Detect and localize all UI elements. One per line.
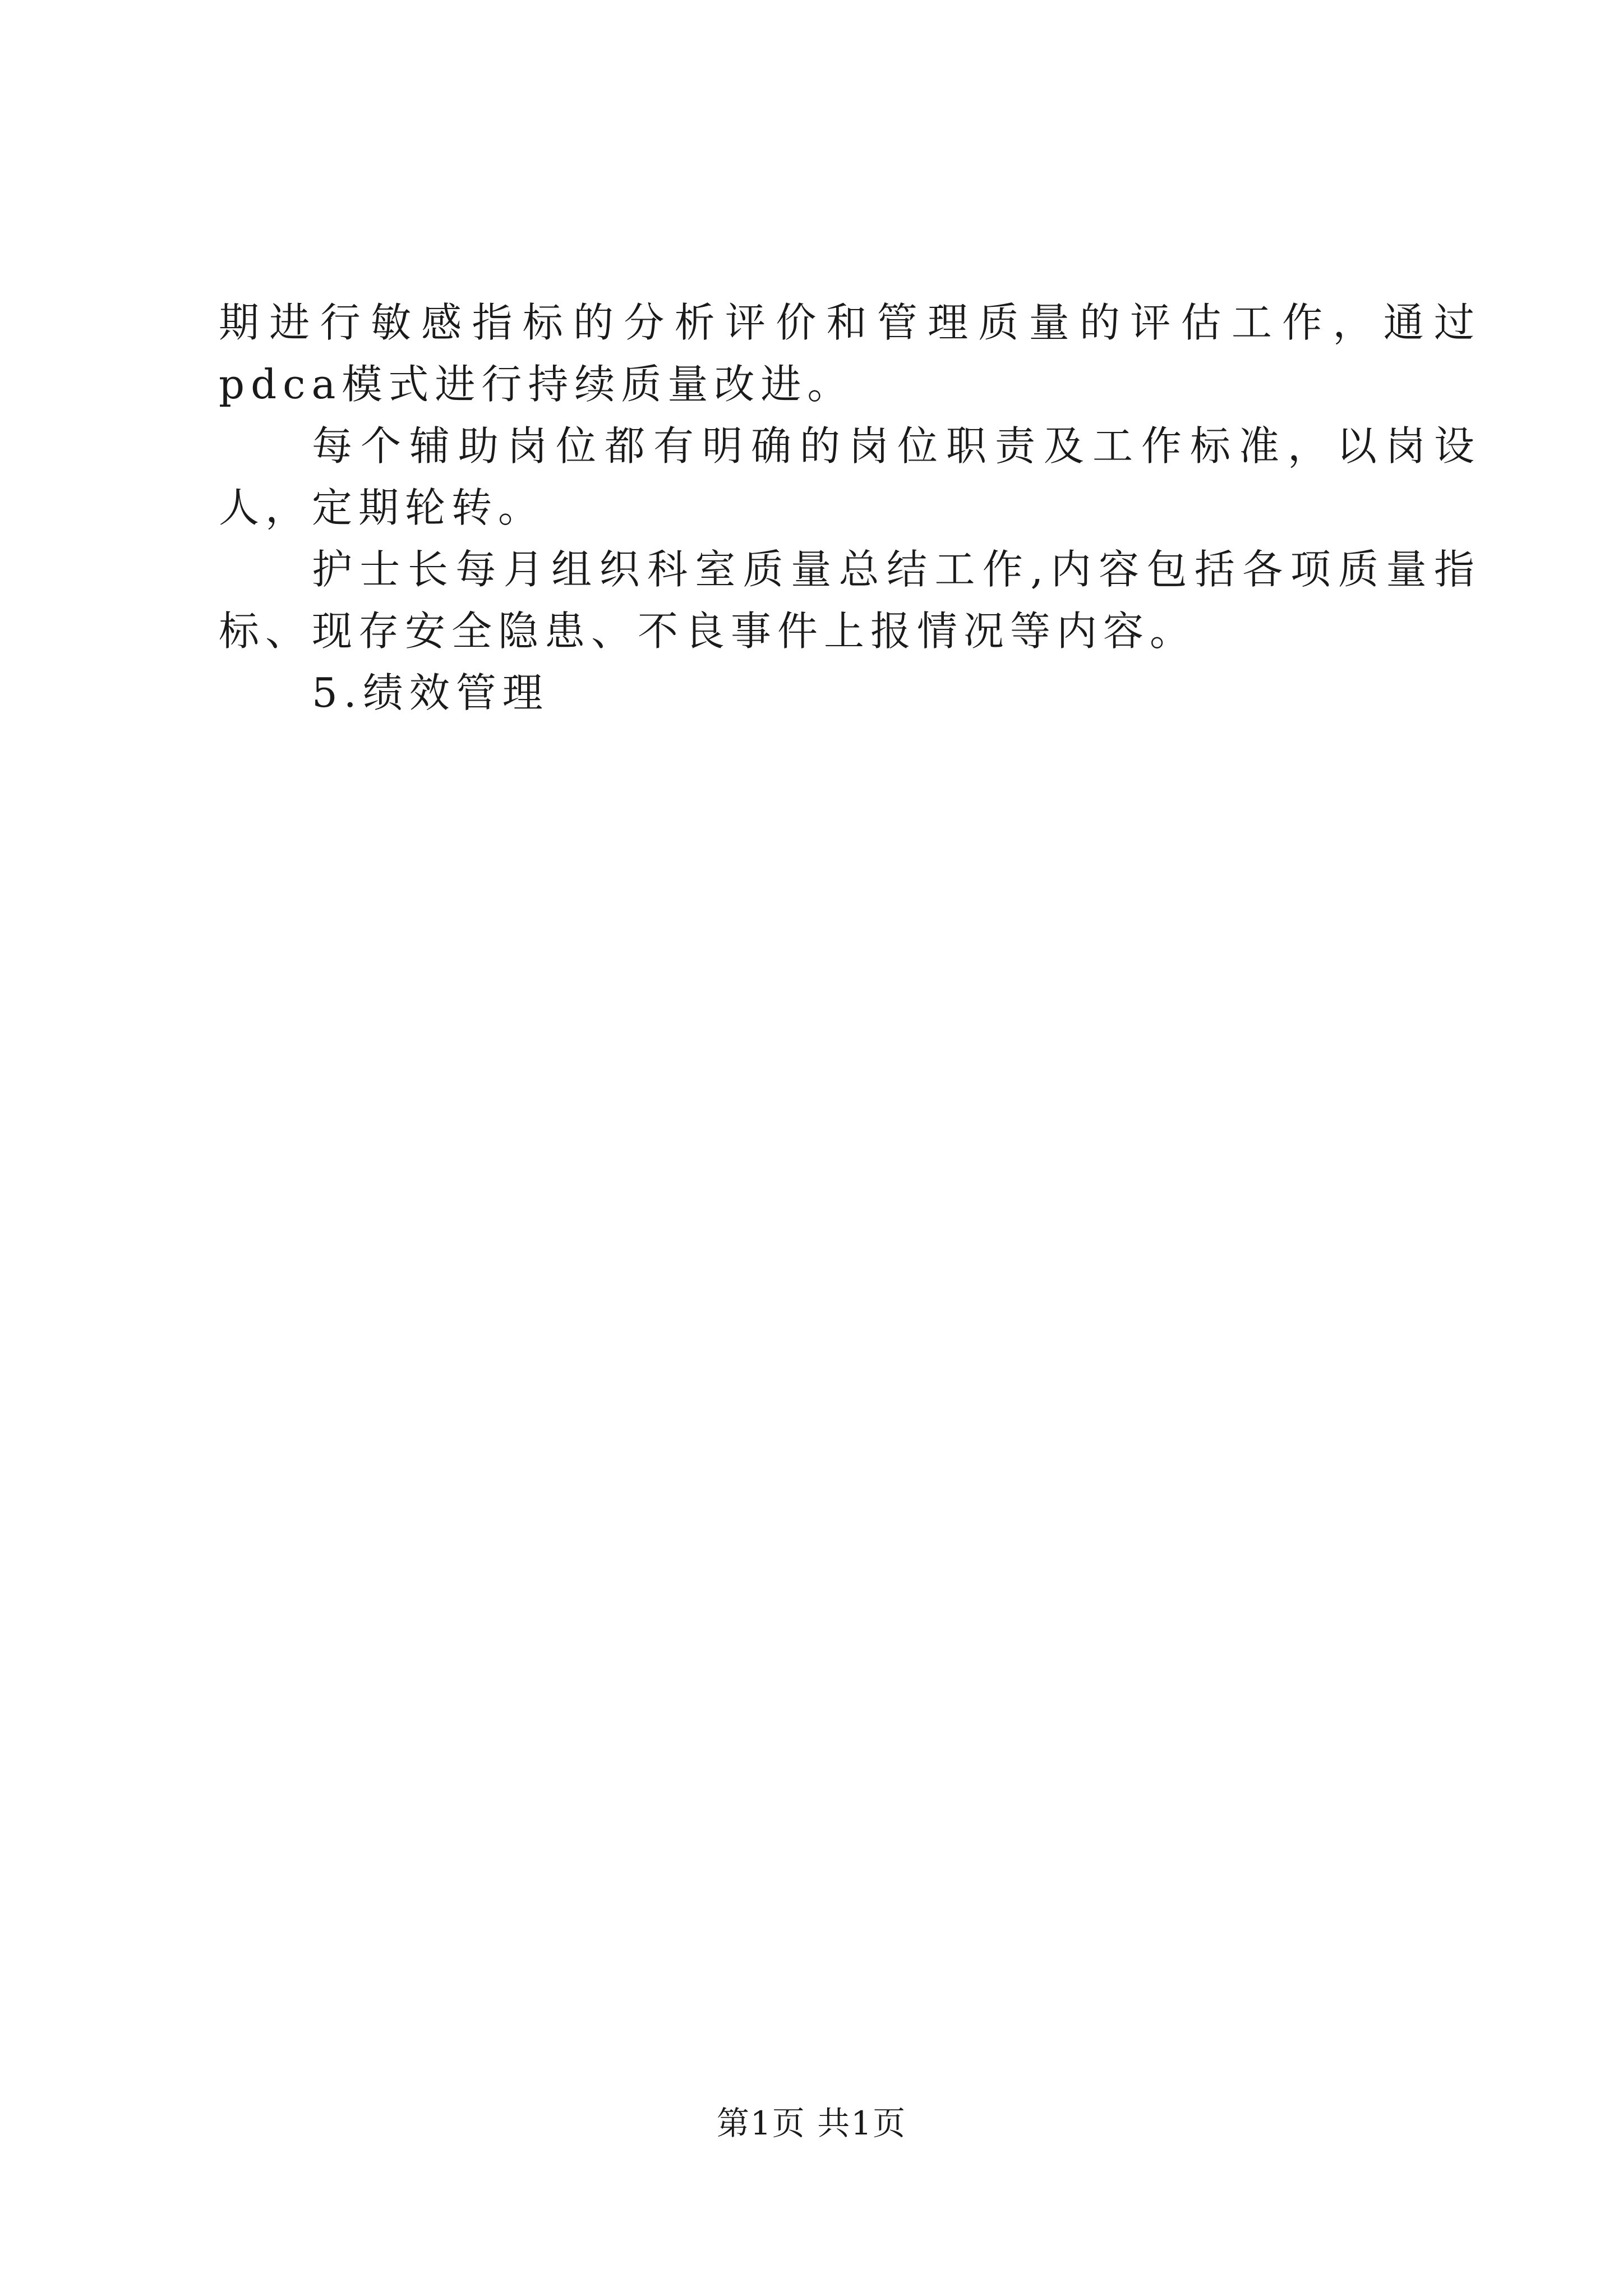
document-body bbox=[219, 292, 1481, 724]
paragraph-auxiliary-posts: 每个辅助岗位都有明确的岗位职责及工作标准，以岗设人，定期轮转。 bbox=[219, 422, 1481, 531]
section-heading-performance-management: 5.绩效管理 bbox=[312, 669, 549, 716]
paragraph-continuation: 期进行敏感指标的分析评价和管理质量的评估工作，通过pdca模式进行持续质量改进。 bbox=[219, 299, 1481, 408]
paragraph-quality-summary: 护士长每月组织科室质量总结工作,内容包括各项质量指标、现存安全隐患、不良事件上报情况等内容。 bbox=[219, 546, 1481, 655]
page-footer: 第1页 共1页 bbox=[716, 2104, 907, 2142]
